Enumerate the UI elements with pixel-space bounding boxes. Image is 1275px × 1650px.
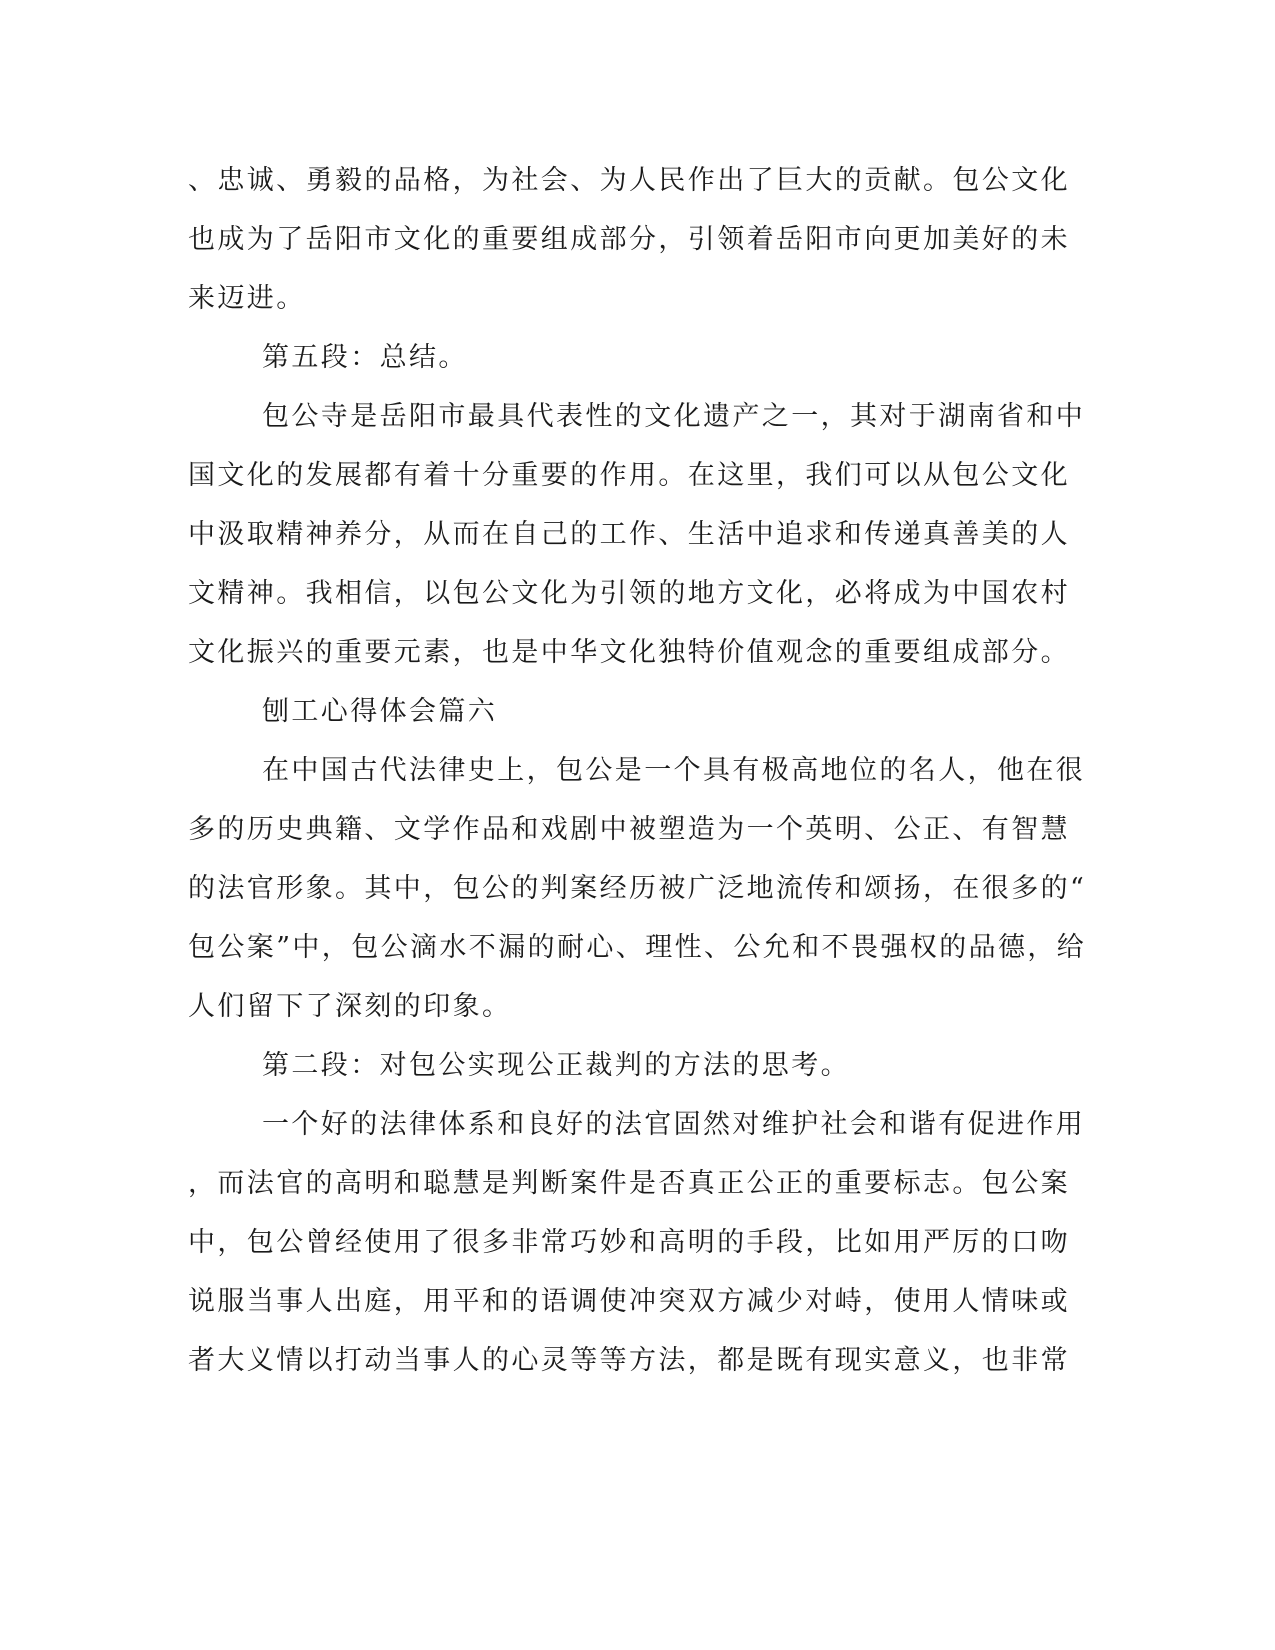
paragraph-line: 包公案”中，包公滴水不漏的耐心、理性、公允和不畏强权的品德，给 — [188, 932, 1087, 963]
paragraph-line: 人们留下了深刻的印象。 — [188, 991, 512, 1022]
paragraph-line: 多的历史典籍、文学作品和戏剧中被塑造为一个英明、公正、有智慧 — [188, 814, 1070, 845]
paragraph-line: 文化振兴的重要元素，也是中华文化独特价值观念的重要组成部分。 — [188, 637, 1070, 668]
section-heading: 第二段：对包公实现公正裁判的方法的思考。 — [262, 1050, 850, 1081]
section-heading: 第五段：总结。 — [262, 342, 468, 373]
paragraph-line: 也成为了岳阳市文化的重要组成部分，引领着岳阳市向更加美好的未 — [188, 224, 1070, 255]
paragraph-line: 来迈进。 — [188, 283, 306, 314]
paragraph-line: ，而法官的高明和聪慧是判断案件是否真正公正的重要标志。包公案 — [188, 1168, 1070, 1199]
article-title: 刨工心得体会篇六 — [262, 696, 498, 727]
paragraph-line: 说服当事人出庭，用平和的语调使冲突双方减少对峙，使用人情味或 — [188, 1286, 1070, 1317]
paragraph-line: 一个好的法律体系和良好的法官固然对维护社会和谐有促进作用 — [262, 1109, 1086, 1140]
paragraph-line: 的法官形象。其中，包公的判案经历被广泛地流传和颂扬，在很多的“ — [188, 873, 1087, 904]
paragraph-line: 中汲取精神养分，从而在自己的工作、生活中追求和传递真善美的人 — [188, 519, 1070, 550]
paragraph-line: 、忠诚、勇毅的品格，为社会、为人民作出了巨大的贡献。包公文化 — [188, 165, 1070, 196]
paragraph-line: 中，包公曾经使用了很多非常巧妙和高明的手段，比如用严厉的口吻 — [188, 1227, 1070, 1258]
paragraph-line: 者大义情以打动当事人的心灵等等方法，都是既有现实意义，也非常 — [188, 1345, 1070, 1376]
paragraph-line: 国文化的发展都有着十分重要的作用。在这里，我们可以从包公文化 — [188, 460, 1070, 491]
paragraph-line: 包公寺是岳阳市最具代表性的文化遗产之一，其对于湖南省和中 — [262, 401, 1086, 432]
paragraph-line: 文精神。我相信，以包公文化为引领的地方文化，必将成为中国农村 — [188, 578, 1070, 609]
paragraph-line: 在中国古代法律史上，包公是一个具有极高地位的名人，他在很 — [262, 755, 1086, 786]
